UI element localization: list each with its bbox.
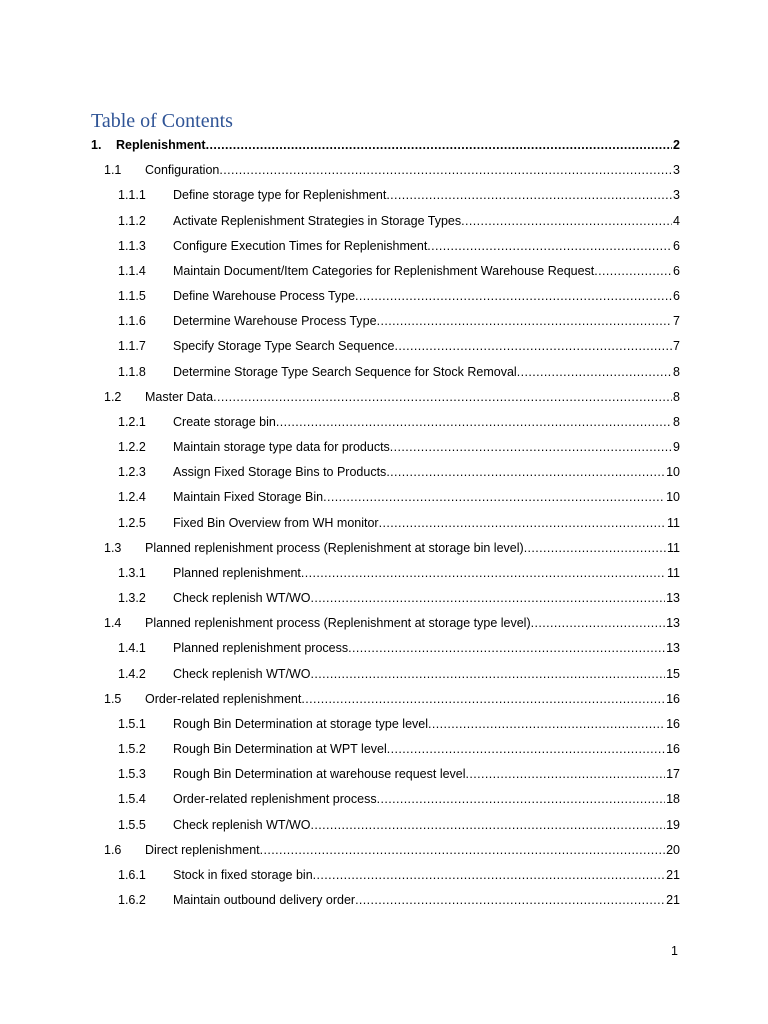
toc-entry-label: Specify Storage Type Search Sequence (173, 339, 395, 353)
toc-entry[interactable] (118, 634, 680, 656)
toc-entry-number: 1.2.5 (118, 516, 146, 530)
toc-dot-leader (466, 766, 666, 782)
toc-dot-leader (394, 338, 672, 354)
toc-entry[interactable] (118, 785, 680, 807)
toc-entry-number: 1.1 (104, 163, 122, 177)
toc-entry-number: 1.5.2 (118, 742, 146, 756)
toc-entry-page: 11 (667, 566, 680, 580)
toc-entry-page: 21 (666, 868, 680, 882)
toc-entry-number: 1.2.2 (118, 440, 146, 454)
toc-entry-page: 11 (667, 541, 680, 555)
toc-dot-leader (377, 791, 666, 807)
toc-dot-leader (301, 565, 666, 581)
toc-entry-page: 15 (666, 667, 680, 681)
toc-entry-label: Define storage type for Replenishment (173, 188, 387, 202)
toc-entry[interactable] (118, 660, 680, 682)
toc-dot-leader (428, 716, 665, 732)
toc-entry-page: 20 (666, 843, 680, 857)
toc-entry-label: Configure Execution Times for Replenishment (173, 239, 428, 253)
toc-entry-number: 1.1.1 (118, 188, 146, 202)
page-number: 1 (671, 944, 678, 958)
toc-entry-number: 1.2.3 (118, 465, 146, 479)
toc-entry-label: Rough Bin Determination at warehouse request level (173, 767, 466, 781)
toc-dot-leader (355, 288, 672, 304)
toc-entry-label: Maintain outbound delivery order (173, 893, 356, 907)
toc-entry[interactable] (118, 811, 680, 833)
toc-entry-label: Create storage bin (173, 415, 276, 429)
toc-dot-leader (377, 313, 672, 329)
toc-entry-label: Configuration (145, 163, 220, 177)
toc-entry-page: 13 (666, 591, 680, 605)
toc-entry-number: 1.5.3 (118, 767, 146, 781)
toc-entry-number: 1.1.6 (118, 314, 146, 328)
toc-entry[interactable] (104, 534, 680, 556)
toc-entry-label: Rough Bin Determination at WPT level (173, 742, 387, 756)
toc-entry-number: 1.6 (104, 843, 122, 857)
toc-entry-number: 1.6.2 (118, 893, 146, 907)
toc-entry-number: 1.3.2 (118, 591, 146, 605)
toc-dot-leader (348, 640, 665, 656)
toc-dot-leader (427, 238, 672, 254)
toc-entry-page: 16 (666, 742, 680, 756)
toc-entry-label: Check replenish WT/WO (173, 818, 311, 832)
toc-entry-page: 11 (667, 516, 680, 530)
toc-entry[interactable] (118, 735, 680, 757)
toc-entry-page: 6 (673, 264, 680, 278)
toc-entry-label: Determine Storage Type Search Sequence for Stock Removal (173, 365, 517, 379)
toc-entry-page: 9 (673, 440, 680, 454)
toc-entry-page: 21 (666, 893, 680, 907)
toc-dot-leader (219, 162, 672, 178)
toc-entry[interactable] (118, 307, 680, 329)
toc-entry[interactable] (104, 685, 680, 707)
toc-entry-number: 1. (91, 138, 102, 152)
toc-dot-leader (517, 364, 672, 380)
toc-entry-label: Activate Replenishment Strategies in Storage Types (173, 214, 462, 228)
toc-entry-label: Order-related replenishment (145, 692, 302, 706)
toc-entry-label: Planned replenishment process (173, 641, 349, 655)
toc-entry-number: 1.3.1 (118, 566, 146, 580)
toc-entry-label: Maintain Fixed Storage Bin (173, 490, 324, 504)
toc-entry-number: 1.1.5 (118, 289, 146, 303)
toc-entry[interactable] (118, 886, 680, 908)
toc-entry-page: 18 (666, 792, 680, 806)
toc-entry-page: 7 (673, 339, 680, 353)
toc-entry[interactable] (118, 282, 680, 304)
toc-dot-leader (355, 892, 665, 908)
toc-entry-page: 19 (666, 818, 680, 832)
toc-entry-number: 1.4 (104, 616, 122, 630)
toc-entry-label: Direct replenishment (145, 843, 260, 857)
toc-entry-page: 10 (666, 490, 680, 504)
toc-entry[interactable] (118, 232, 680, 254)
toc-entry-page: 7 (673, 314, 680, 328)
toc-entry-number: 1.1.2 (118, 214, 146, 228)
toc-entry-label: Assign Fixed Storage Bins to Products (173, 465, 387, 479)
toc-entry[interactable] (118, 584, 680, 606)
toc-dot-leader (461, 213, 672, 229)
toc-dot-leader (531, 615, 665, 631)
toc-entry-number: 1.4.1 (118, 641, 146, 655)
toc-entry-number: 1.1.4 (118, 264, 146, 278)
toc-entry-page: 8 (673, 390, 680, 404)
toc-entry-page: 2 (673, 138, 680, 152)
toc-dot-leader (311, 817, 666, 833)
toc-entry-number: 1.1.3 (118, 239, 146, 253)
toc-entry-page: 3 (673, 188, 680, 202)
toc-entry-number: 1.2.1 (118, 415, 146, 429)
toc-dot-leader (260, 842, 665, 858)
toc-dot-leader (594, 263, 672, 279)
toc-dot-leader (323, 489, 665, 505)
toc-entry[interactable] (118, 433, 680, 455)
toc-entry[interactable] (104, 609, 680, 631)
toc-entry[interactable] (118, 358, 680, 380)
toc-entry-label: Order-related replenishment process (173, 792, 377, 806)
toc-dot-leader (387, 741, 665, 757)
toc-entry[interactable] (118, 861, 680, 883)
toc-dot-leader (311, 666, 666, 682)
toc-entry[interactable] (118, 559, 680, 581)
toc-entry[interactable] (118, 408, 680, 430)
toc-entry-number: 1.5.1 (118, 717, 146, 731)
toc-entry-number: 1.4.2 (118, 667, 146, 681)
toc-entry-label: Replenishment (116, 138, 206, 152)
toc-dot-leader (311, 590, 666, 606)
toc-entry-page: 10 (666, 465, 680, 479)
toc-entry[interactable] (91, 131, 680, 153)
toc-dot-leader (379, 515, 666, 531)
toc-entry-number: 1.5.4 (118, 792, 146, 806)
toc-entry-label: Fixed Bin Overview from WH monitor (173, 516, 379, 530)
toc-entry-page: 17 (666, 767, 680, 781)
toc-dot-leader (386, 187, 672, 203)
toc-dot-leader (390, 439, 672, 455)
toc-entry[interactable] (118, 207, 680, 229)
toc-entry-number: 1.2 (104, 390, 122, 404)
toc-entry[interactable] (118, 458, 680, 480)
toc-entry-label: Check replenish WT/WO (173, 667, 311, 681)
toc-entry-page: 16 (666, 692, 680, 706)
toc-entry-number: 1.2.4 (118, 490, 146, 504)
toc-entry-label: Rough Bin Determination at storage type level (173, 717, 429, 731)
toc-entry[interactable] (118, 181, 680, 203)
toc-entry-label: Define Warehouse Process Type (173, 289, 356, 303)
toc-dot-leader (386, 464, 665, 480)
toc-entry[interactable] (104, 383, 680, 405)
toc-entry-page: 6 (673, 289, 680, 303)
toc-entry-label: Determine Warehouse Process Type (173, 314, 377, 328)
toc-dot-leader (276, 414, 672, 430)
toc-entry[interactable] (104, 836, 680, 858)
toc-entry-label: Master Data (145, 390, 214, 404)
toc-entry-label: Check replenish WT/WO (173, 591, 311, 605)
toc-entry-page: 8 (673, 365, 680, 379)
toc-entry[interactable] (118, 760, 680, 782)
toc-entry-page: 4 (673, 214, 680, 228)
toc-entry-page: 13 (666, 641, 680, 655)
toc-dot-leader (301, 691, 665, 707)
toc-entry-number: 1.5 (104, 692, 122, 706)
toc-entry[interactable] (118, 710, 680, 732)
toc-entry-page: 3 (673, 163, 680, 177)
toc-entry[interactable] (118, 509, 680, 531)
toc-dot-leader (524, 540, 666, 556)
toc-entry-page: 8 (673, 415, 680, 429)
toc-entry-number: 1.5.5 (118, 818, 146, 832)
toc-entry[interactable] (104, 156, 680, 178)
toc-entry-label: Planned replenishment (173, 566, 301, 580)
toc-dot-leader (206, 137, 672, 153)
toc-entry-label: Planned replenishment process (Replenishment at storage type level) (145, 616, 531, 630)
toc-heading: Table of Contents (91, 110, 233, 132)
toc-dot-leader (313, 867, 665, 883)
toc-entry[interactable] (118, 483, 680, 505)
toc-entry[interactable] (118, 332, 680, 354)
toc-entry[interactable] (118, 257, 680, 279)
toc-entry-number: 1.1.7 (118, 339, 146, 353)
toc-entry-number: 1.6.1 (118, 868, 146, 882)
toc-entry-label: Maintain storage type data for products (173, 440, 390, 454)
toc-entry-label: Stock in fixed storage bin (173, 868, 313, 882)
toc-entry-number: 1.1.8 (118, 365, 146, 379)
toc-entry-label: Planned replenishment process (Replenishment at storage bin level) (145, 541, 524, 555)
toc-entry-number: 1.3 (104, 541, 122, 555)
toc-entry-page: 13 (666, 616, 680, 630)
toc-entry-page: 6 (673, 239, 680, 253)
toc-dot-leader (213, 389, 672, 405)
toc-entry-page: 16 (666, 717, 680, 731)
toc-entry-label: Maintain Document/Item Categories for Replenishment Warehouse Request (173, 264, 595, 278)
